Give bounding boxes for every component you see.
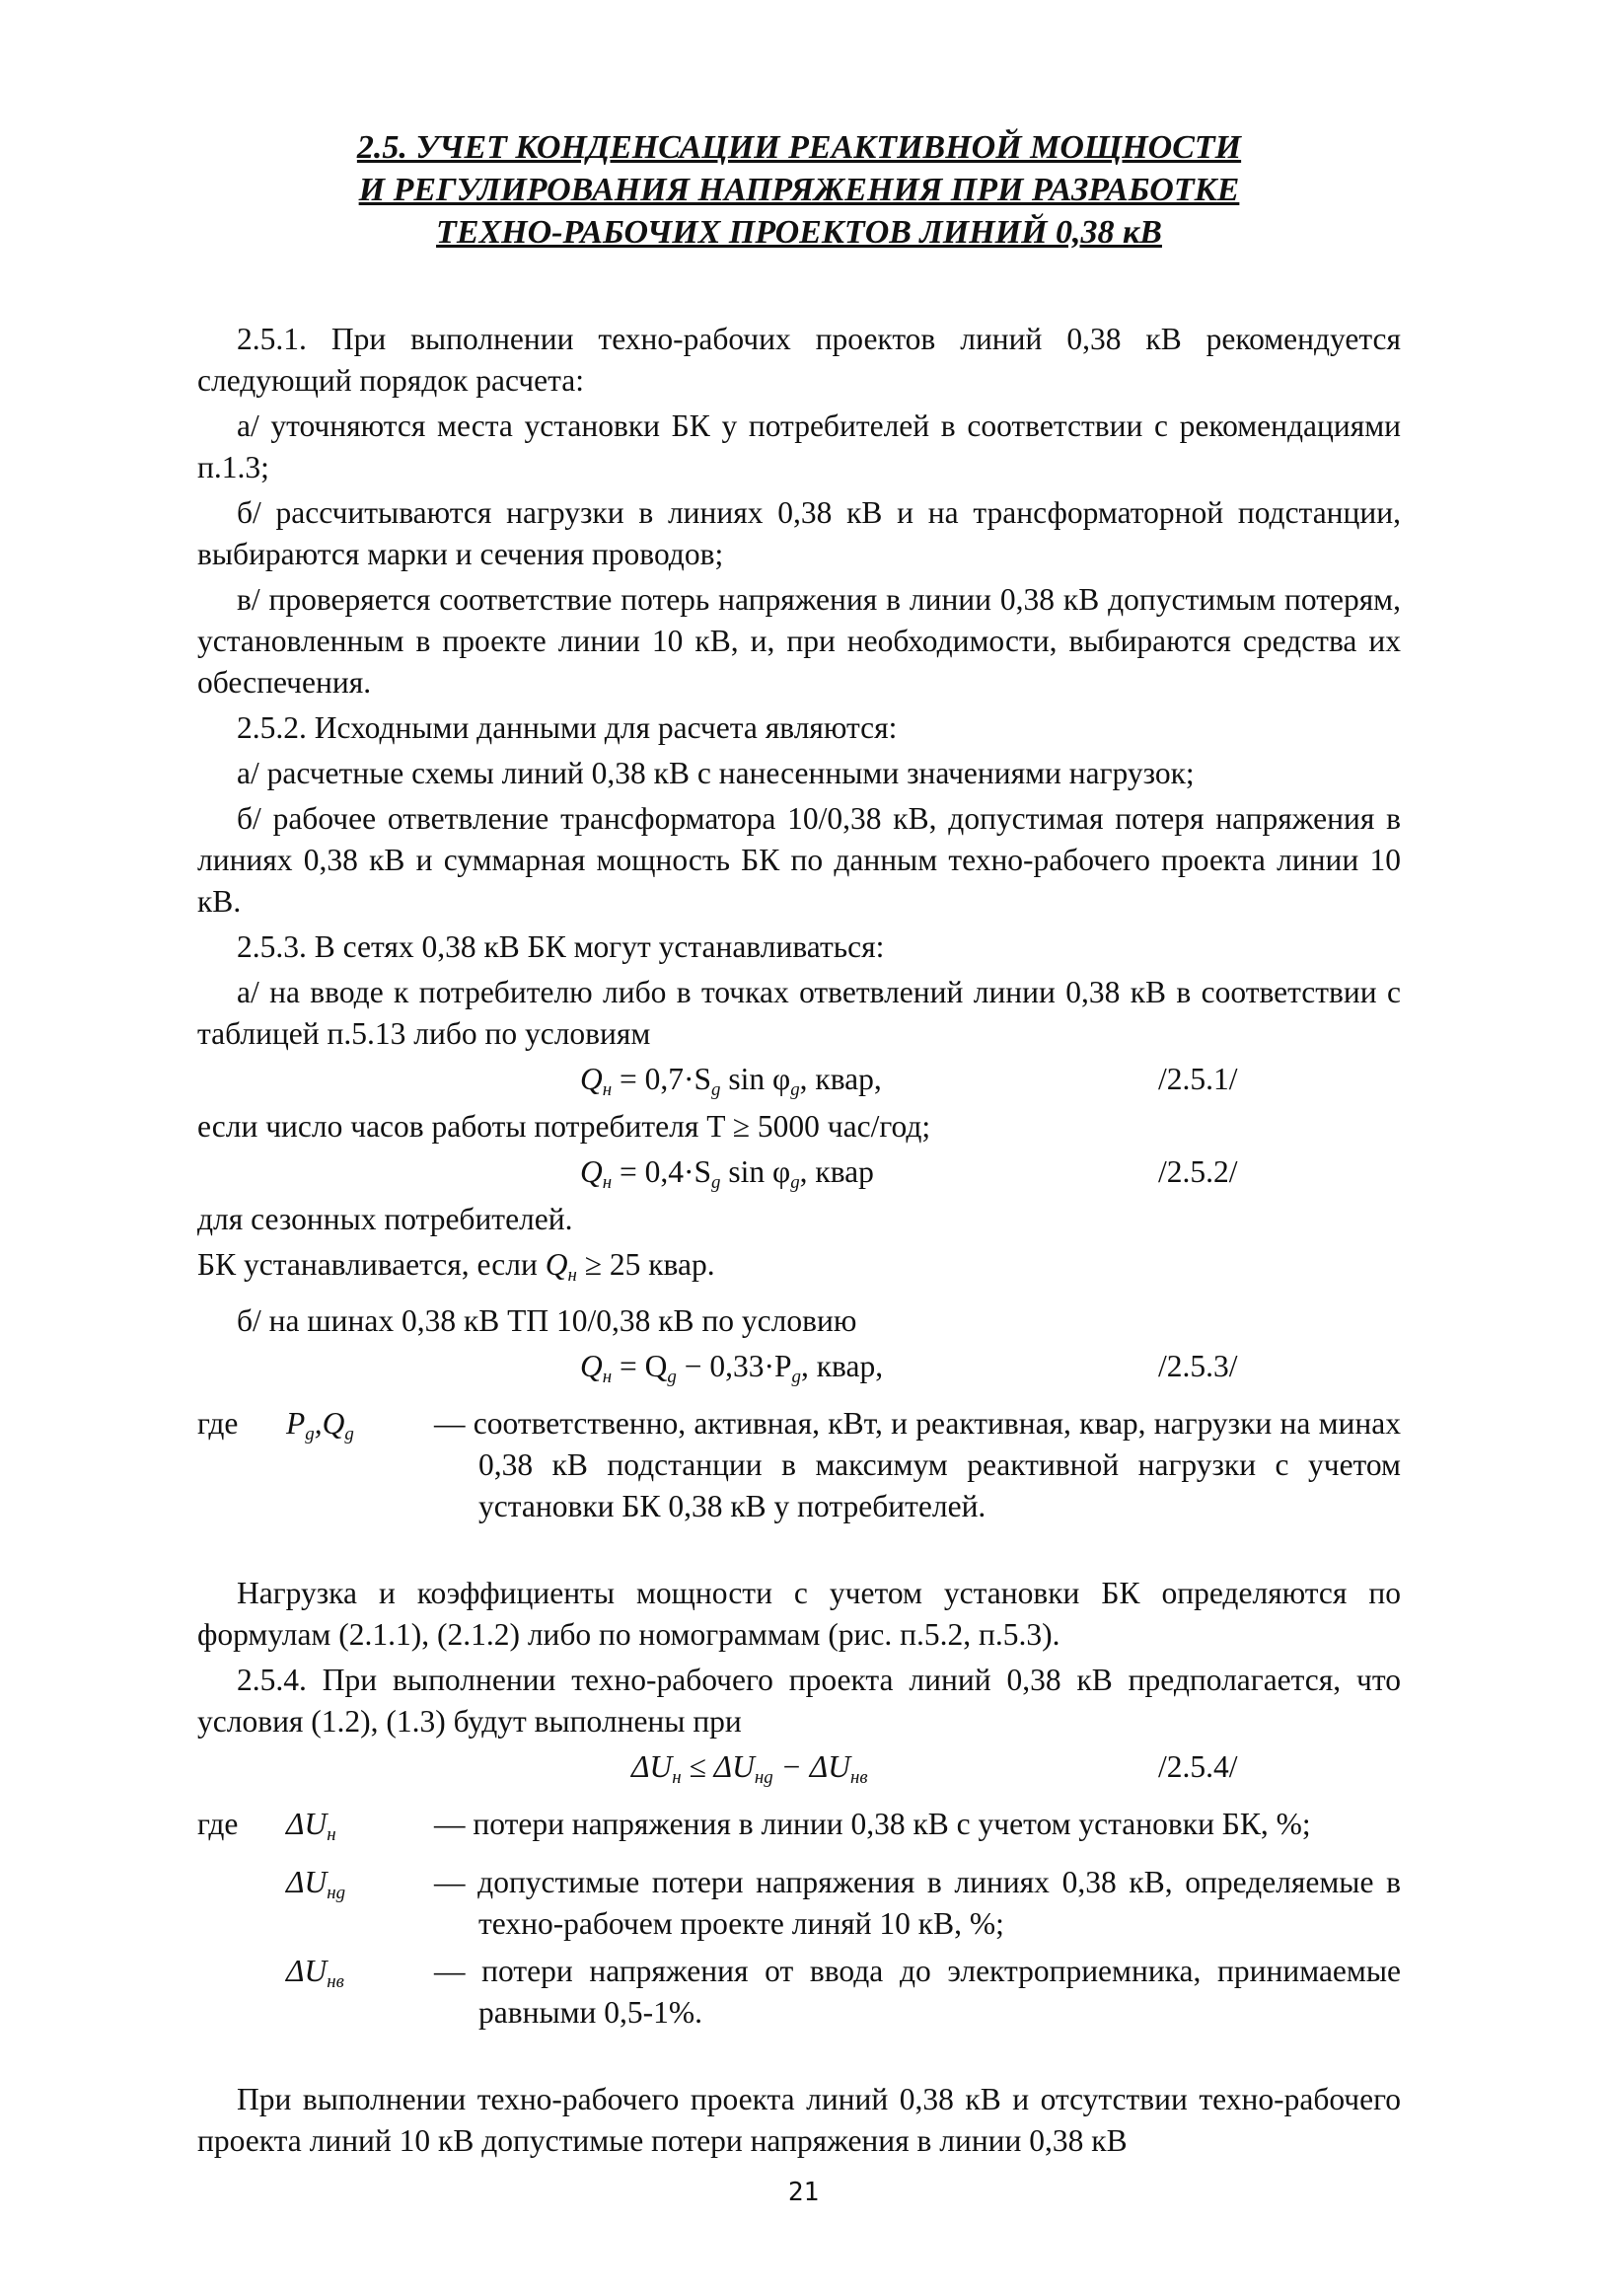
item-b: б/ рабочее ответвление трансформатора 10/0,38 кВ, допустимая потеря напряжения в линиях 0,38 кВ и суммарная мощность БК по данным техно-рабочего проекта линии 10 кВ.: [197, 801, 1401, 919]
document-page: [197, 126, 1401, 2166]
paragraph-final: При выполнении техно-рабочего проекта линий 0,38 кВ и отсутствии техно-рабочего проекта линий 10 кВ допустимые потери напряжения в линии 0,38 кВ: [197, 2082, 1401, 2158]
item-a: а/ на вводе к потребителю либо в точках ответвлений линии 0,38 кВ в соответствии с таблицей п.5.13 либо по условиям: [197, 975, 1401, 1051]
definition-text: — соответственно, активная, кВт, и реактивная, квар, нагрузки на минах 0,38 кВ подстанции в максимум реактивной нагрузки с учетом установки БК 0,38 кВ у потребителей.: [434, 1406, 1401, 1523]
item-a: а/ расчетные схемы линий 0,38 кВ с нанесенными значениями нагрузок;: [237, 756, 1195, 790]
spacer: [197, 2039, 1401, 2079]
paragraph-2-5-2: 2.5.2. Исходными данными для расчета являются:: [237, 710, 898, 745]
formula-number: /2.5.3/: [1158, 1349, 1238, 1383]
definitions-block-1: [197, 1403, 1401, 1527]
item-b: б/ рассчитываются нагрузки в линиях 0,38 кВ и на трансформаторной подстанции, выбираются марки и сечения проводов;: [197, 495, 1401, 571]
definition-text: — допустимые потери напряжения в линиях 0,38 кВ, определяемые в техно-рабочем проекте линяй 10 кВ, %;: [434, 1865, 1401, 1941]
definition-text: — потери напряжения от ввода до электроприемника, принимаемые равными 0,5-1%.: [434, 1954, 1401, 2030]
section-title: [197, 126, 1401, 254]
definition-symbol: $\Delta U_н$: [286, 1807, 336, 1845]
definitions-block-2: [197, 1804, 1401, 2034]
item-c: в/ проверяется соответствие потерь напряжения в линии 0,38 кВ допустимым потерям, установленным в проекте линии 10 кВ, и, при необходимости, выбираются средства их обеспечения.: [197, 582, 1401, 700]
where-label: где: [197, 1807, 239, 1841]
where-label: где: [197, 1406, 239, 1441]
spacer: [197, 1533, 1401, 1573]
seasonal-text: для сезонных потребителей.: [197, 1202, 573, 1236]
paragraph-load: Нагрузка и коэффициенты мощности с учетом установки БК определяются по формулам (2.1.1), (2.1.2) либо по номограммам (рис. п.5.2, п.5.3).: [197, 1576, 1401, 1652]
definition-symbol: $\Delta U_{нв}$: [286, 1954, 344, 1992]
title-line-2: И РЕГУЛИРОВАНИЯ НАПРЯЖЕНИЯ ПРИ РАЗРАБОТКЕ: [358, 172, 1240, 208]
title-line-1: 2.5. УЧЕТ КОНДЕНСАЦИИ РЕАКТИВНОЙ МОЩНОСТИ: [356, 129, 1242, 166]
condition-text: если число часов работы потребителя T ≥ 5000 час/год;: [197, 1109, 931, 1144]
formula-2-5-3: [197, 1346, 1401, 1389]
formula-expression: $\Delta U_н \le \Delta U_{нg} - \Delta U_{нв}$: [631, 1749, 868, 1788]
definition-row: [197, 1951, 1401, 2034]
definition-row: [197, 1403, 1401, 1527]
paragraph-2-5-1: 2.5.1. При выполнении техно-рабочих проектов линий 0,38 кВ рекомендуется следующий порядок расчета:: [197, 322, 1401, 398]
formula-2-5-2: [197, 1151, 1401, 1195]
title-line-3: ТЕХНО-РАБОЧИХ ПРОЕКТОВ ЛИНИЙ 0,38 кВ: [436, 214, 1162, 251]
paragraph-2-5-4: 2.5.4. При выполнении техно-рабочего проекта линий 0,38 кВ предполагается, что условия (1.2), (1.3) будут выполнены при: [197, 1663, 1401, 1739]
formula-2-5-4: [197, 1746, 1401, 1790]
definition-symbol: $P_g,Q_g$: [286, 1406, 354, 1444]
definition-row: [197, 1862, 1401, 1945]
install-condition: БК устанавливается, если $Q_н \ge 25$ квар.: [197, 1247, 715, 1286]
definition-row: [197, 1804, 1401, 1856]
formula-expression: $Q_н = 0,4\cdot S_g$ $\sin \varphi_g$, квар: [580, 1154, 874, 1193]
formula-number: /2.5.2/: [1158, 1154, 1238, 1189]
formula-expression: $Q_н = Q_g - 0,33\cdot P_g$, квар,: [580, 1349, 884, 1387]
paragraph-2-5-3: 2.5.3. В сетях 0,38 кВ БК могут устанавливаться:: [237, 929, 885, 964]
definition-symbol: $\Delta U_{нg}$: [286, 1865, 346, 1903]
formula-2-5-1: [197, 1059, 1401, 1102]
formula-number: /2.5.1/: [1158, 1062, 1238, 1096]
definition-text: — потери напряжения в линии 0,38 кВ с учетом установки БК, %;: [434, 1807, 1311, 1841]
item-b: б/ на шинах 0,38 кВ ТП 10/0,38 кВ по условию: [237, 1303, 857, 1338]
formula-expression: $Q_н = 0,7\cdot S_g$ $\sin \varphi_g$, квар,: [580, 1062, 882, 1100]
formula-number: /2.5.4/: [1158, 1749, 1238, 1784]
item-a: а/ уточняются места установки БК у потребителей в соответствии с рекомендациями п.1.3;: [197, 408, 1401, 484]
page-number: 21: [787, 2178, 820, 2207]
